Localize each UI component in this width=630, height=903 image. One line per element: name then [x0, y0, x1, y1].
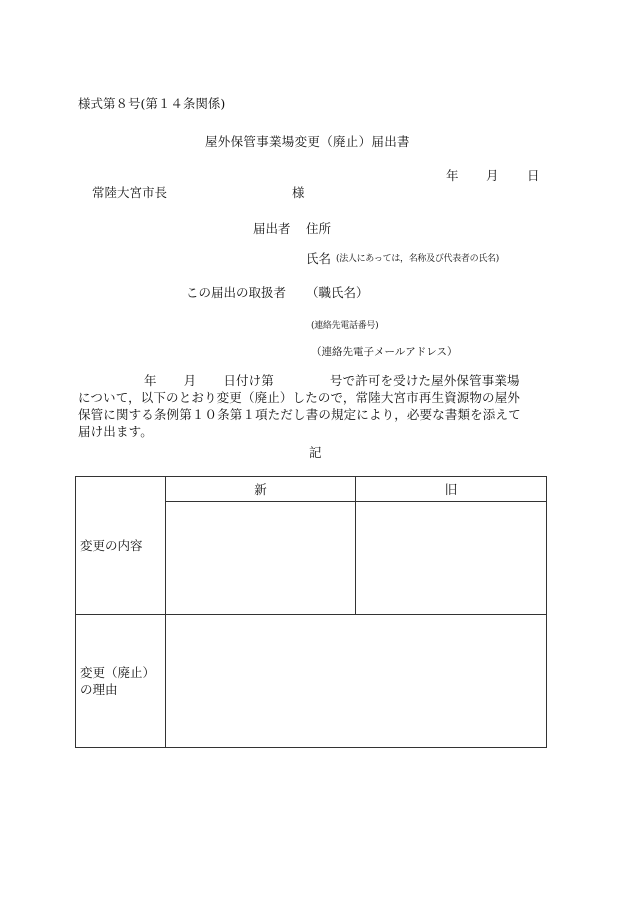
change-content-label: 変更の内容	[76, 477, 166, 615]
body-line-2: について，以下のとおり変更（廃止）したので，常陸大宮市再生資源物の屋外	[78, 390, 521, 405]
reason-label-line-1: 変更（廃止）	[80, 665, 156, 680]
reason-label-line-2: の理由	[80, 682, 118, 697]
body-year: 年	[144, 373, 157, 388]
new-content-cell[interactable]	[166, 502, 356, 615]
handler-label: この届出の取扱者	[186, 285, 287, 300]
change-table	[75, 476, 547, 748]
old-content-cell[interactable]	[356, 502, 547, 615]
form-number: 様式第８号(第１４条関係)	[78, 96, 226, 111]
handler-title-name: （職氏名）	[306, 285, 369, 300]
document-title: 屋外保管事業場変更（廃止）届出書	[205, 134, 410, 149]
address-label: 住所	[306, 221, 332, 236]
ki-marker: 記	[309, 445, 322, 460]
reason-cell[interactable]	[166, 615, 547, 748]
body-line-4: 届け出ます。	[78, 424, 153, 439]
body-month: 月	[183, 373, 197, 388]
reason-label	[76, 615, 166, 748]
body-date-suffix: 日付け第	[223, 373, 274, 388]
date-year: 年	[446, 168, 459, 183]
handler-email: （連絡先電子メールアドレス）	[311, 346, 458, 358]
notifier-label: 届出者	[253, 221, 291, 236]
body-line-3: 保管に関する条例第１０条第１項ただし書の規定により，必要な書類を添えて	[78, 407, 521, 422]
column-old-header: 旧	[356, 477, 547, 502]
name-label: 氏名	[306, 251, 332, 266]
body-line-1-rest: 号で許可を受けた屋外保管事業場	[329, 373, 520, 388]
addressee-name: 常陸大宮市長	[92, 185, 168, 200]
handler-phone: (連絡先電話番号)	[311, 321, 379, 331]
body-paragraph	[78, 372, 548, 440]
name-note: (法人にあっては，名称及び代表者の氏名)	[336, 254, 499, 264]
column-new-header: 新	[166, 477, 356, 502]
addressee-honorific: 様	[292, 185, 305, 200]
date-day: 日	[527, 168, 540, 183]
body-line-1	[78, 372, 548, 389]
date-month: 月	[486, 168, 499, 183]
